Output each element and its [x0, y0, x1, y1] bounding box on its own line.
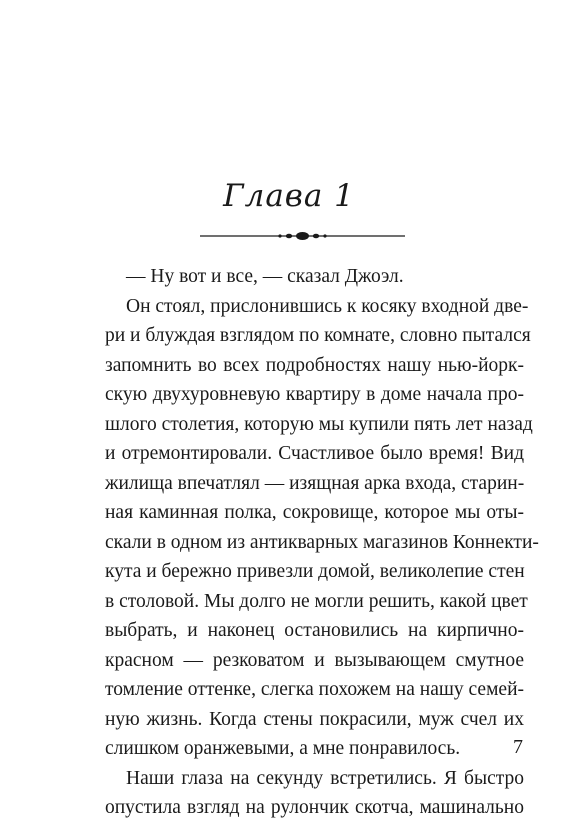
text-line: жилища впечатлял — изящная арка входа, старин- — [105, 472, 525, 494]
text-line: выбрать, и наконец остановились на кирпично- — [105, 620, 524, 641]
chapter-title: Глава 1 — [223, 178, 355, 214]
page-number: 7 — [513, 736, 523, 758]
text-line: опустила взгляд на рулончик скотча, машинально — [105, 797, 524, 818]
text-line: скую двухуровневую квартиру в доме начала про- — [105, 384, 524, 405]
ornamental-divider-icon — [200, 229, 405, 243]
text-line: Он стоял, прислонившись к косяку входной две- — [126, 295, 529, 317]
text-line: кута и бережно привезли домой, великолепие стен — [105, 561, 525, 582]
text-line: томление оттенке, слегка похожем на нашу семей- — [105, 679, 524, 700]
text-line: запомнить во всех подробностях нашу нью-йорк- — [105, 354, 524, 376]
chapter-body-text — [105, 262, 539, 823]
text-line: скали в одном из антикварных магазинов Коннекти- — [105, 531, 539, 553]
text-line: в столовой. Мы долго не могли решить, какой цвет — [105, 590, 528, 612]
text-line: красном — резковатом и вызывающем смутное — [105, 649, 524, 671]
text-line: — Ну вот и все, — сказал Джоэл. — [126, 266, 404, 287]
text-line: слишком оранжевыми, а мне понравилось. — [105, 738, 461, 759]
text-line: ную жизнь. Когда стены покрасили, муж счел их — [105, 708, 524, 730]
text-line: и отремонтировали. Счастливое было время! Вид — [105, 443, 524, 464]
text-line: ная каминная полка, сокровище, которое мы оты- — [105, 502, 524, 523]
text-line: ри и блуждая взглядом по комнате, словно пытался — [105, 325, 531, 346]
text-line: Наши глаза на секунду встретились. Я быстро — [126, 767, 524, 789]
text-line: шлого столетия, которую мы купили пять лет назад — [105, 413, 533, 435]
